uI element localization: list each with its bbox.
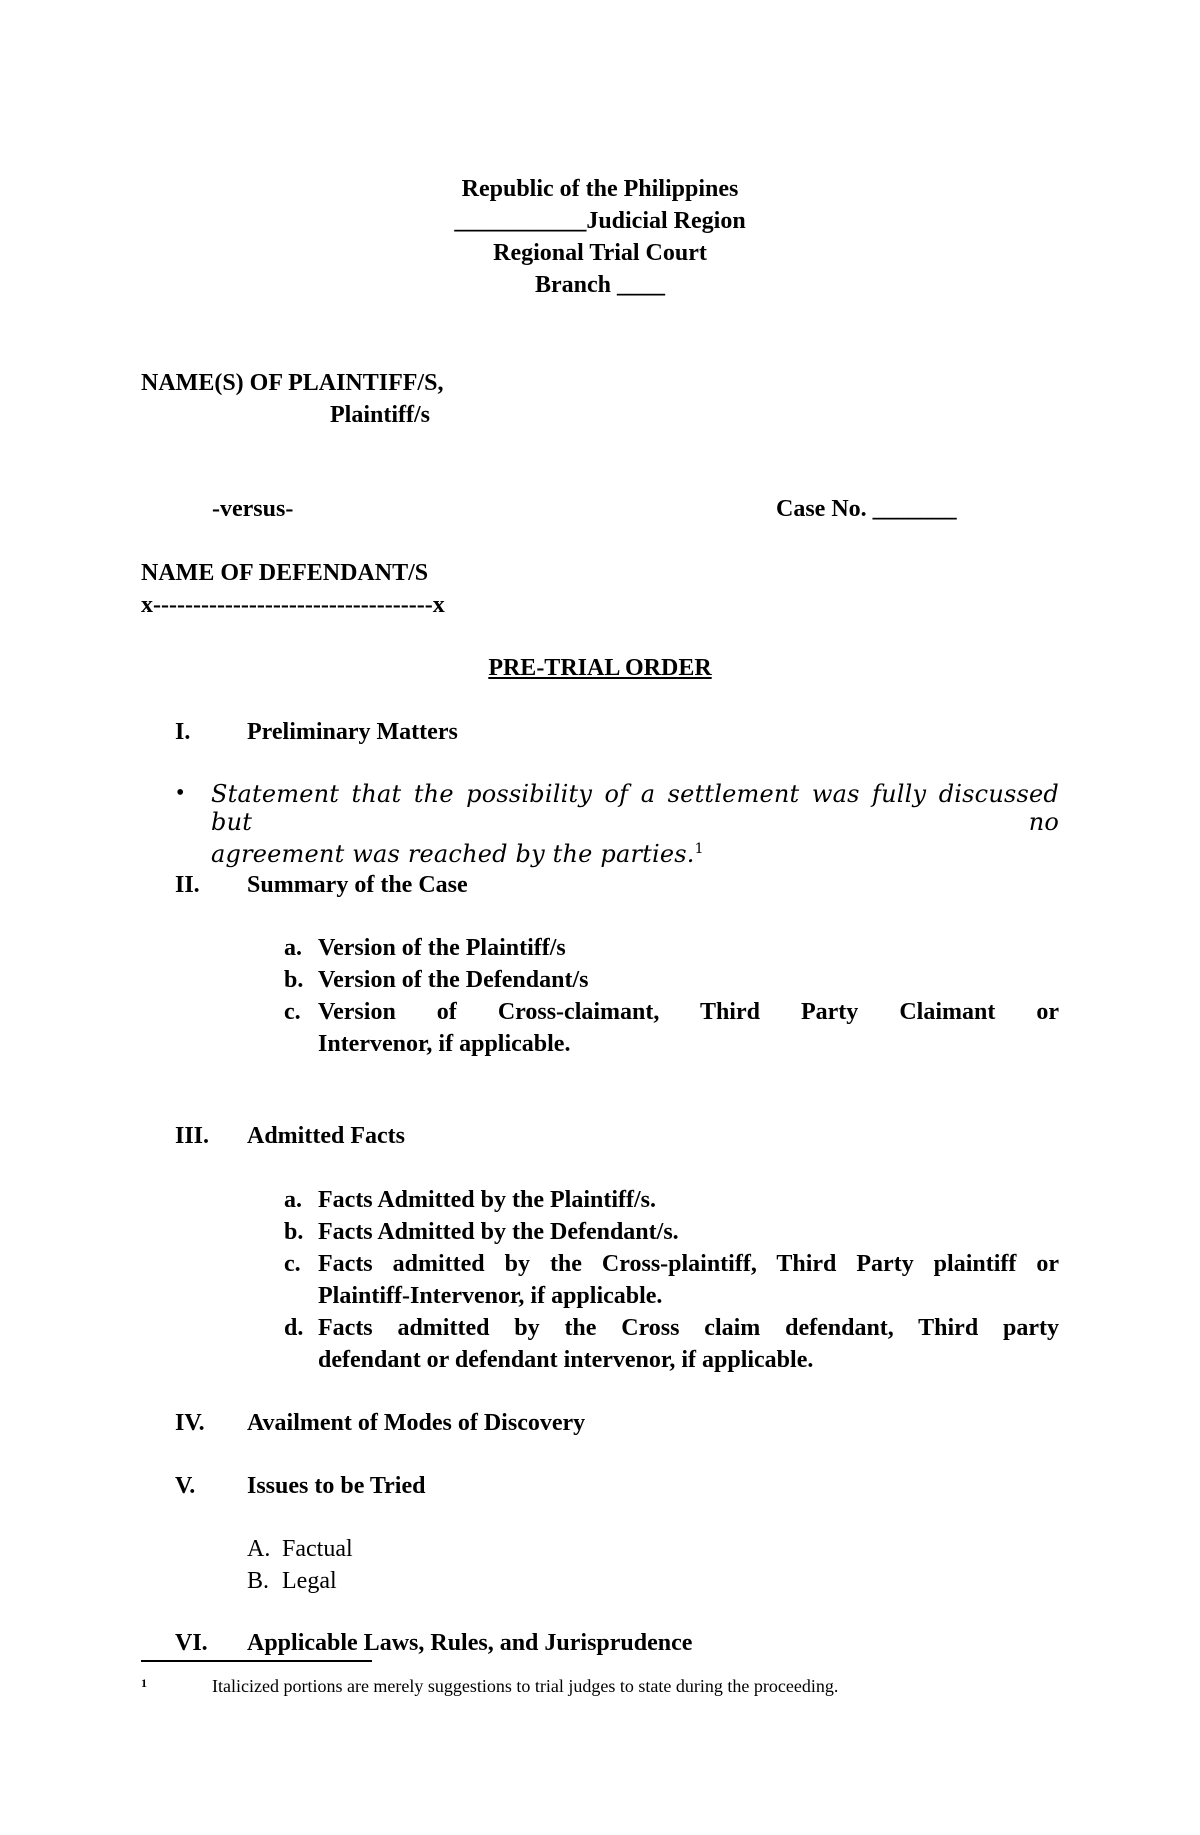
- versus-text: -versus-: [212, 496, 294, 522]
- section-3-item-b: Facts Admitted by the Defendant/s.: [318, 1219, 679, 1245]
- section-2-item-a-letter: a.: [284, 935, 302, 961]
- case-number: Case No. _______: [776, 496, 957, 522]
- section-6-numeral: VI.: [175, 1630, 208, 1656]
- section-5-item-b-letter: B.: [247, 1568, 270, 1594]
- header-republic: Republic of the Philippines: [461, 176, 739, 202]
- section-2-item-c-line-2: Intervenor, if applicable.: [318, 1031, 571, 1057]
- section-2-item-b-letter: b.: [284, 967, 304, 993]
- header-branch: Branch ____: [534, 272, 665, 298]
- section-2-item-c-line-1: Version of Cross-claimant, Third Party Claimant or: [318, 999, 1059, 1025]
- header-judicial-region: ___________Judicial Region: [454, 208, 746, 234]
- section-2-item-c-letter: c.: [284, 999, 301, 1025]
- preliminary-statement-line-1: Statement that the possibility of a settlement was fully discussed but no: [211, 780, 1059, 836]
- section-1-title: Preliminary Matters: [247, 719, 458, 745]
- document-title: PRE-TRIAL ORDER: [488, 655, 712, 681]
- section-3-item-a-letter: a.: [284, 1187, 302, 1213]
- section-5-item-b: Legal: [282, 1568, 337, 1594]
- header-court: Regional Trial Court: [493, 240, 707, 266]
- preliminary-statement-line-2-text: agreement was reached by the parties.: [211, 840, 695, 868]
- section-3-item-b-letter: b.: [284, 1219, 304, 1245]
- section-2-item-a: Version of the Plaintiff/s: [318, 935, 566, 961]
- section-6-title: Applicable Laws, Rules, and Jurisprudence: [247, 1630, 693, 1656]
- defendant-name: NAME OF DEFENDANT/S: [141, 560, 429, 586]
- section-2-title: Summary of the Case: [247, 872, 468, 898]
- section-3-item-a: Facts Admitted by the Plaintiff/s.: [318, 1187, 656, 1213]
- plaintiff-label: Plaintiff/s: [330, 402, 430, 428]
- section-5-title: Issues to be Tried: [247, 1473, 426, 1499]
- footnote-separator: [141, 1660, 372, 1662]
- section-3-item-c-letter: c.: [284, 1251, 301, 1277]
- bullet-icon: •: [176, 780, 185, 806]
- footnote-reference: 1: [694, 841, 704, 857]
- section-5-numeral: V.: [175, 1473, 196, 1499]
- section-3-item-d-letter: d.: [284, 1315, 304, 1341]
- section-3-item-c-line-1: Facts admitted by the Cross-plaintiff, Third Party plaintiff or: [318, 1251, 1059, 1277]
- section-3-item-c-line-2: Plaintiff-Intervenor, if applicable.: [318, 1283, 663, 1309]
- section-4-title: Availment of Modes of Discovery: [247, 1410, 586, 1436]
- section-5-item-a: Factual: [282, 1536, 353, 1562]
- footnote-text: Italicized portions are merely suggestions to trial judges to state during the proceeding.: [212, 1676, 839, 1696]
- section-1-numeral: I.: [175, 719, 191, 745]
- section-4-numeral: IV.: [175, 1410, 205, 1436]
- footnote-mark: 1: [141, 1676, 147, 1690]
- section-3-title: Admitted Facts: [247, 1123, 405, 1149]
- section-3-item-d-line-2: defendant or defendant intervenor, if applicable.: [318, 1347, 814, 1373]
- caption-separator: x-----------------------------------x: [141, 592, 445, 618]
- section-3-numeral: III.: [175, 1123, 210, 1149]
- section-2-item-b: Version of the Defendant/s: [318, 967, 589, 993]
- plaintiff-name: NAME(S) OF PLAINTIFF/S,: [141, 370, 444, 396]
- section-3-item-d-line-1: Facts admitted by the Cross claim defendant, Third party: [318, 1315, 1059, 1341]
- preliminary-statement: [211, 780, 1059, 868]
- preliminary-statement-line-2: [211, 840, 1059, 868]
- section-2-numeral: II.: [175, 872, 200, 898]
- section-5-item-a-letter: A.: [247, 1536, 271, 1562]
